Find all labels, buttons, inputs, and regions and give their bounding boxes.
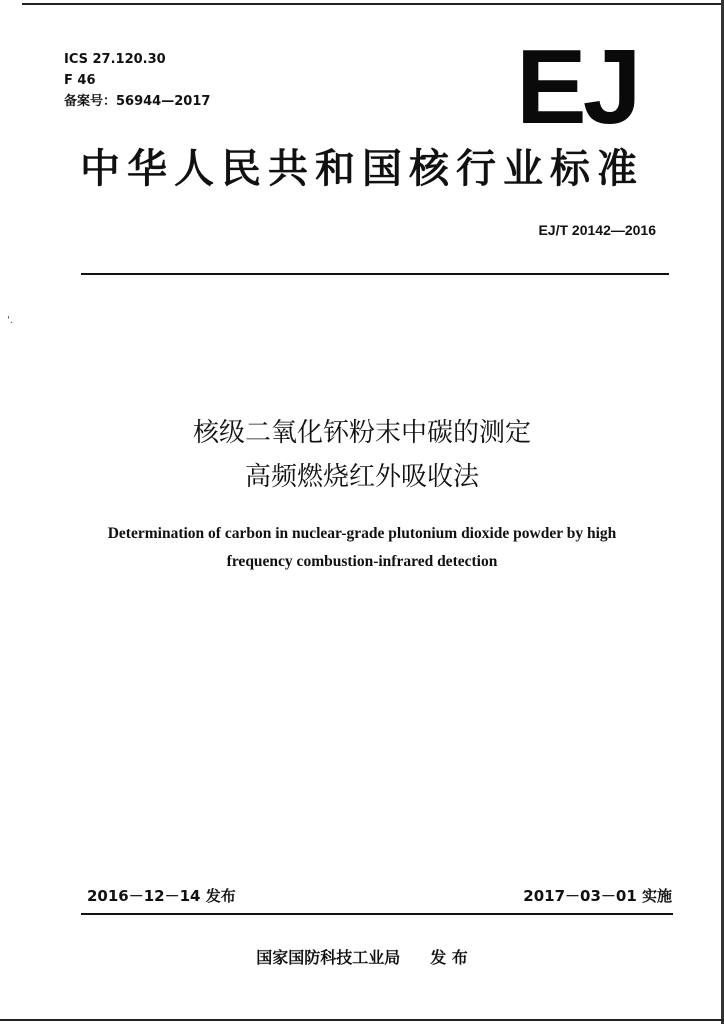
document-title-en-line1: Determination of carbon in nuclear-grade plutonium dioxide powder by high — [107, 525, 617, 542]
ccs-code: F 46 — [64, 73, 96, 88]
implementation-date: 2017－03－01 实施 — [523, 887, 672, 905]
record-number: 备案号：56944—2017 — [64, 94, 211, 109]
document-title-zh-line2: 高频燃烧红外吸收法 — [244, 462, 479, 492]
publisher-action: 发 布 — [430, 948, 468, 967]
document-title-zh-line1: 核级二氧化钚粉末中碳的测定 — [192, 418, 531, 448]
bottom-border-line — [0, 1019, 724, 1021]
publisher-line — [0, 945, 724, 968]
footer-divider — [81, 913, 673, 915]
ej-logo: EJ — [516, 28, 638, 146]
top-border-line — [22, 3, 724, 5]
publisher-name: 国家国防科技工业局 — [256, 948, 401, 967]
document-title-en — [60, 520, 664, 576]
standard-title: 中华人民共和国核行业标准 — [80, 146, 644, 192]
ics-code: ICS 27.120.30 — [64, 52, 166, 67]
header-divider — [81, 273, 669, 275]
issue-date: 2016－12－14 发布 — [87, 887, 236, 905]
document-title-en-line2: frequency combustion-infrared detection — [226, 553, 498, 570]
scan-speck: '. — [7, 315, 13, 326]
standard-number: EJ/T 20142—2016 — [538, 222, 656, 238]
classification-block — [64, 49, 210, 112]
